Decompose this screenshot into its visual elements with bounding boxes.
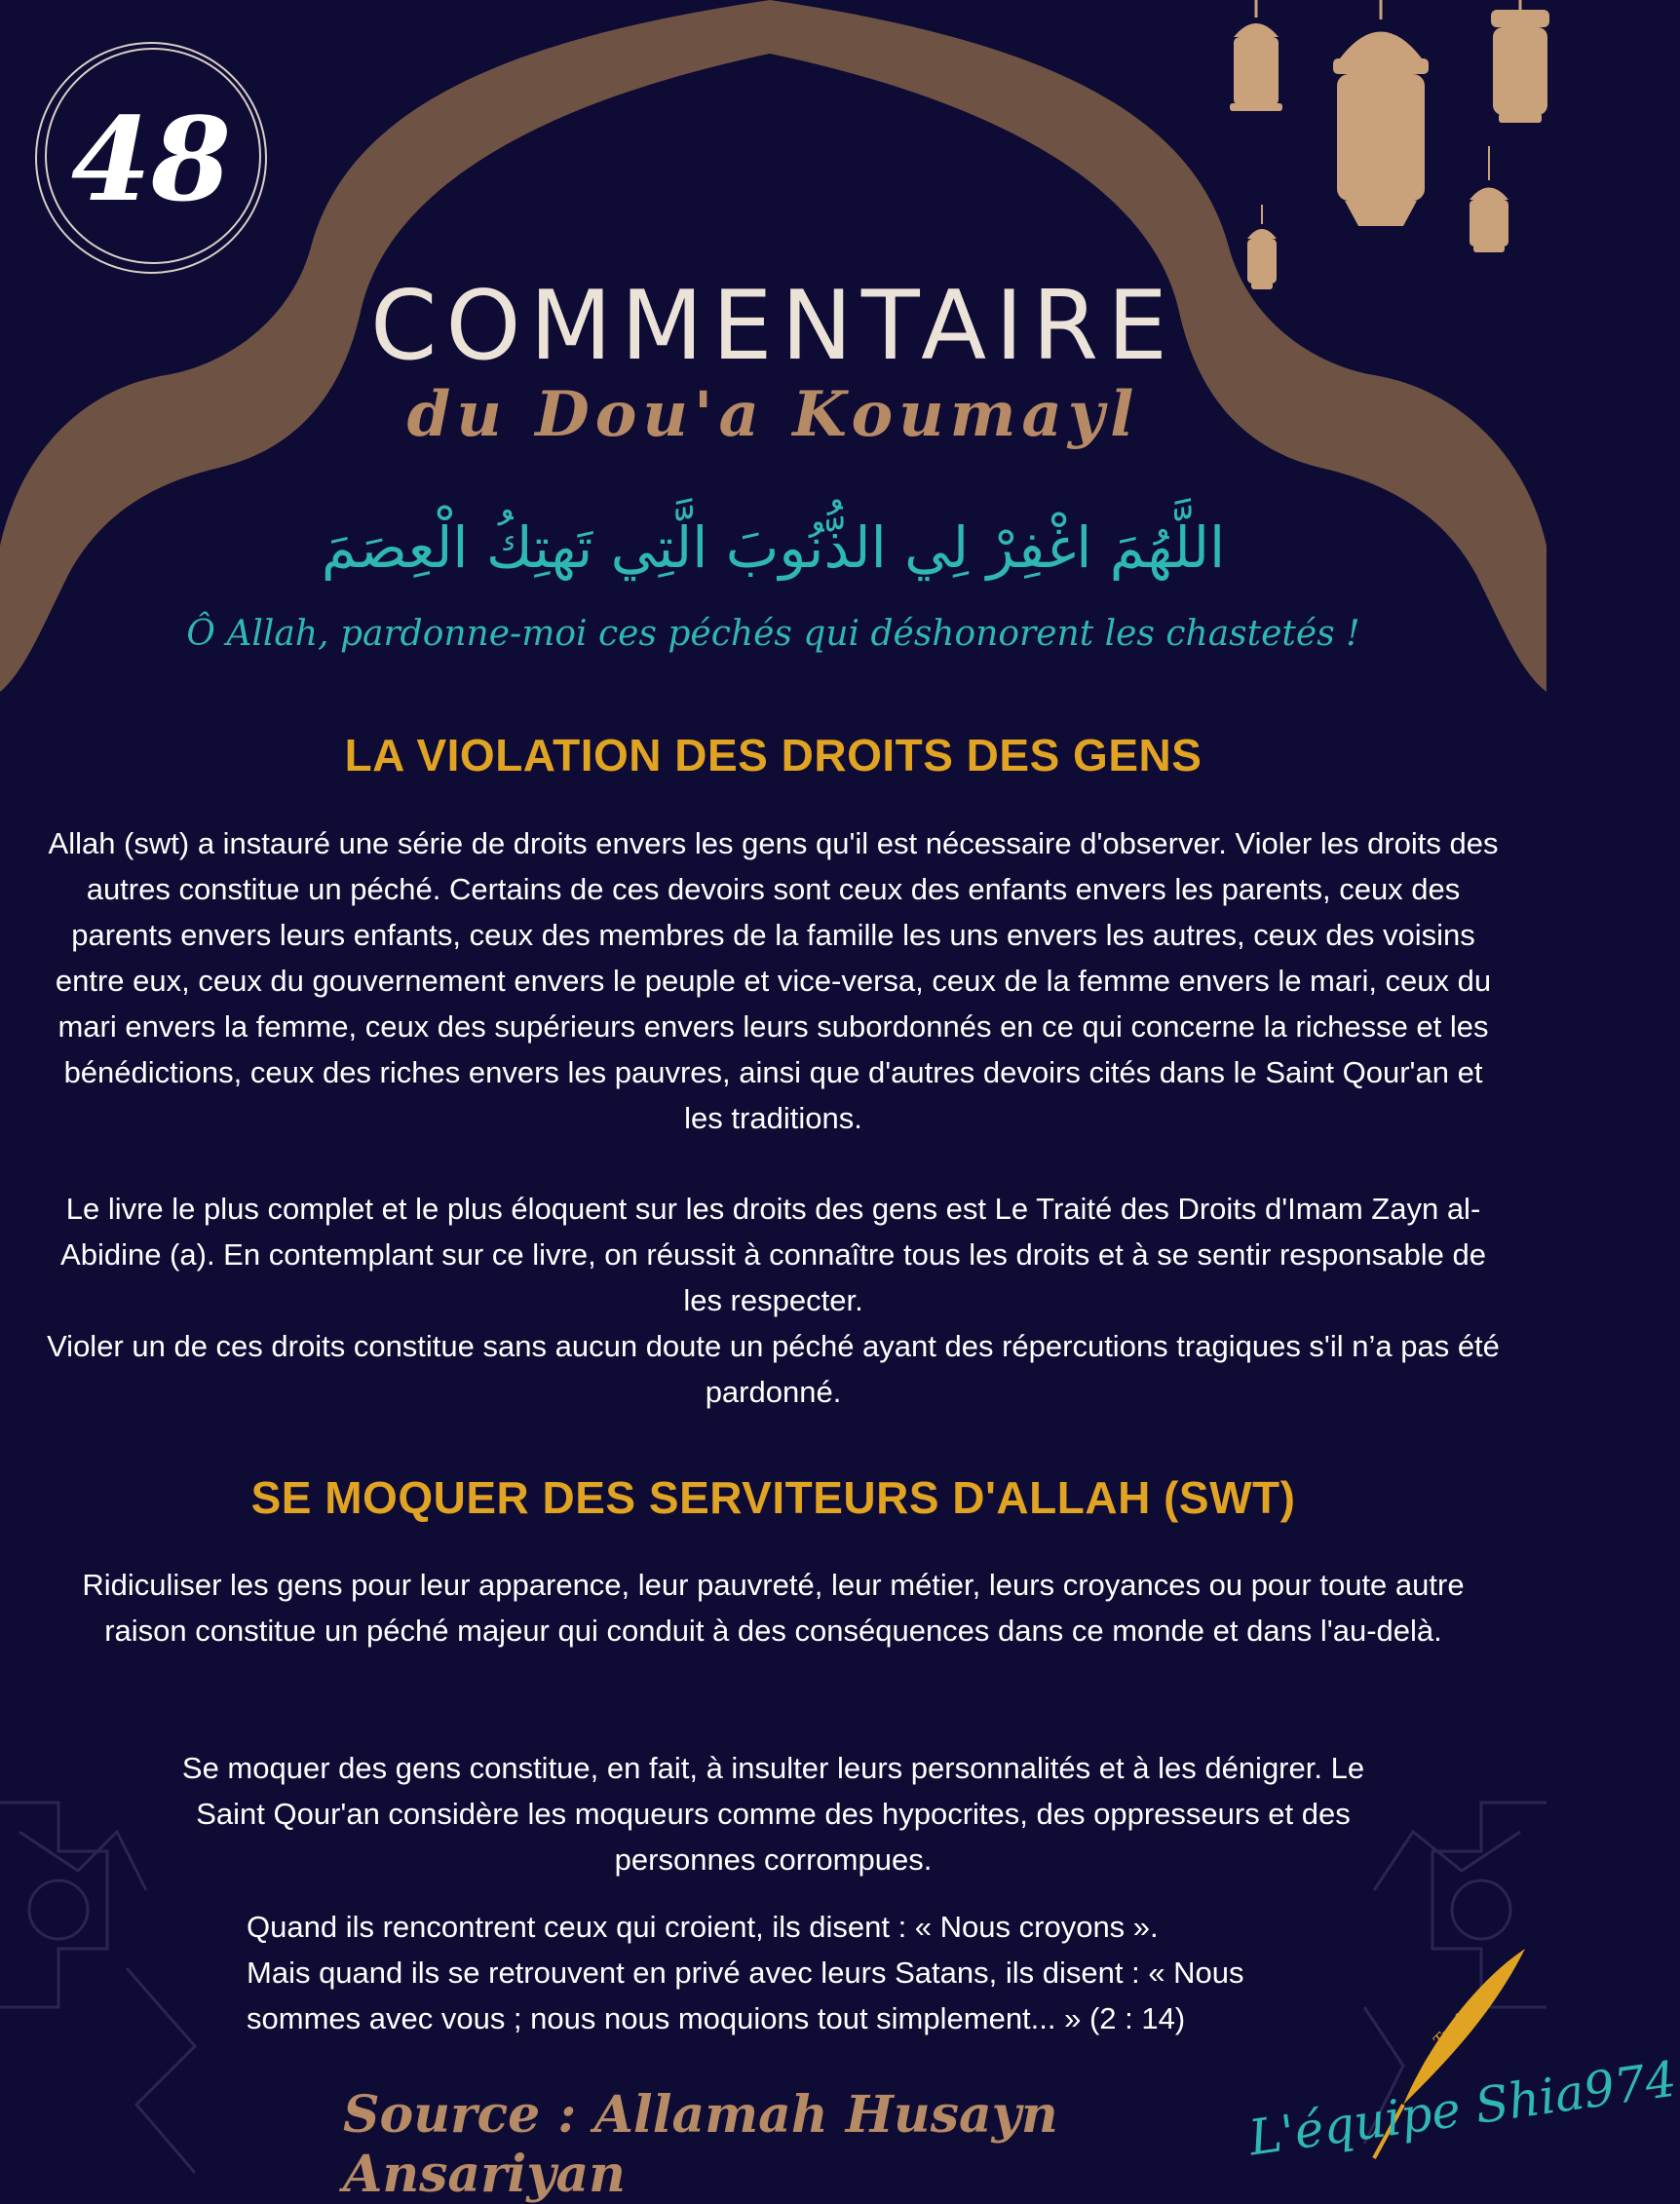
arabic-invocation: اللَّهُمَ اغْفِرْ لِي الذُّنُوبَ الَّتِي تَهتِكُ الْعِصَمَ [321,514,1226,581]
lantern-icon [1491,0,1549,123]
team-tag: Traduit par [1429,1973,1507,2050]
quran-quote [247,1904,1348,2041]
team-name: L'équipe Shia974 [1245,2050,1680,2167]
quote-line-1: Quand ils rencontrent ceux qui croient, ils disent : « Nous croyons ». [247,1910,1159,1944]
section2-paragraph1: Ridiculiser les gens pour leur apparence, leur pauvreté, leur métier, leurs croyances ou pour toute autre raison constitue un péché majeur qui conduit à des conséquences dans ce monde et dans l'au-delà. [82,1568,1465,1648]
badge-number: 48 [70,91,232,227]
lantern-icon [1333,0,1429,226]
team-signature [1245,1973,1680,2168]
section2-heading: SE MOQUER DES SERVITEURS D'ALLAH (SWT) [250,1472,1296,1523]
source-credit: Source : Allamah Husayn Ansariyan [343,2085,1058,2204]
lantern-icon [1230,0,1282,111]
page-subtitle: du Dou'a Koumayl [406,378,1140,451]
section1-paragraph2: Le livre le plus complet et le plus éloquent sur les droits des gens est Le Traité des Droits d'Imam Zayn al-Abidine (a). En contemplant sur ce livre, on réussit à connaître tous les droits et à se sentir responsable de les respecter. [60,1192,1486,1317]
quote-line-2: Mais quand ils se retrouvent en privé avec leurs Satans, ils disent : « Nous sommes avec vous ; nous nous moquions tout simplement... » (2 : 14) [247,1956,1244,2035]
section2-paragraph2: Se moquer des gens constitue, en fait, à insulter leurs personnalités et à les dénigrer. Le Saint Qour'an considère les moqueurs comme des hypocrites, des oppresseurs et des personnes corrompues. [181,1751,1365,1877]
section1-paragraph1: Allah (swt) a instauré une série de droits envers les gens qu'il est nécessaire d'observer. Violer les droits des autres constitue un péché. Certains de ces devoirs sont ceux des enfants envers les parents, ceux des parents envers leurs enfants, ceux des membres de la famille les uns envers les autres, ceux des voisins entre eux, ceux du gouvernement envers le peuple et vice-versa, ceux de la femme envers le mari, ceux du mari envers la femme, ceux des supérieurs envers leurs subordonnés en ce qui concerne la richesse et les bénédictions, ceux des riches envers les pauvres, ainsi que d'autres devoirs cités dans le Saint Qour'an et les traditions. [48,826,1499,1135]
section1-paragraph3: Violer un de ces droits constitue sans aucun doute un péché ayant des répercutions tragiques s'il n’a pas été pardonné. [47,1329,1500,1409]
invocation-translation: Ô Allah, pardonne-moi ces péchés qui déshonorent les chastetés ! [186,614,1360,654]
section1-heading: LA VIOLATION DES DROITS DES GENS [344,730,1203,780]
page-title: COMMENTAIRE [369,271,1177,382]
lantern-icon [1470,146,1508,252]
